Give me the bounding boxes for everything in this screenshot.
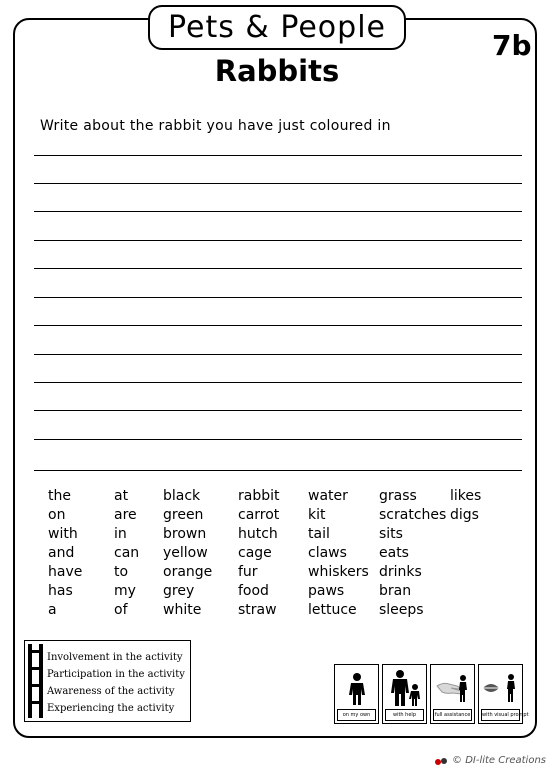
word: whiskers <box>308 564 369 580</box>
word: grass <box>379 488 417 504</box>
writing-line[interactable] <box>34 155 522 156</box>
writing-line[interactable] <box>34 325 522 326</box>
writing-line[interactable] <box>34 240 522 241</box>
writing-line[interactable] <box>34 410 522 411</box>
word: white <box>163 602 202 618</box>
series-title-text: Pets & People <box>167 10 386 45</box>
word: brown <box>163 526 207 542</box>
word: orange <box>163 564 213 580</box>
legend-item: Awareness of the activity <box>47 686 175 697</box>
word: bran <box>379 583 412 599</box>
word: rabbit <box>238 488 280 504</box>
word-bank-column <box>163 487 212 620</box>
card-caption: with help <box>385 709 424 721</box>
topic-title: Rabbits <box>214 54 340 88</box>
legend-item: Experiencing the activity <box>47 703 175 714</box>
word: scratches <box>379 507 447 523</box>
legend-item: Participation in the activity <box>47 669 185 680</box>
word: claws <box>308 545 347 561</box>
word: straw <box>238 602 277 618</box>
ladder-icon <box>28 644 43 718</box>
support-card-help[interactable] <box>382 664 427 724</box>
word: my <box>114 583 136 599</box>
word: likes <box>450 488 482 504</box>
card-caption: with visual prompt <box>481 709 520 721</box>
instruction-text: Write about the rabbit you have just coloured in <box>40 118 391 134</box>
word: digs <box>450 507 479 523</box>
support-card-own[interactable] <box>334 664 379 724</box>
support-card-assistance[interactable] <box>430 664 475 724</box>
writing-line[interactable] <box>34 354 522 355</box>
word: carrot <box>238 507 280 523</box>
legend-item: Involvement in the activity <box>47 652 183 663</box>
word: lettuce <box>308 602 357 618</box>
word: green <box>163 507 204 523</box>
activity-level-legend <box>24 640 191 722</box>
word: a <box>48 602 57 618</box>
word: sits <box>379 526 403 542</box>
word: in <box>114 526 127 542</box>
writing-line[interactable] <box>34 382 522 383</box>
word: drinks <box>379 564 422 580</box>
credit-text: © DI-lite Creations <box>452 755 546 766</box>
word: food <box>238 583 269 599</box>
writing-line[interactable] <box>34 211 522 212</box>
word: are <box>114 507 137 523</box>
word: fur <box>238 564 258 580</box>
word-bank-column <box>48 487 82 620</box>
word: kit <box>308 507 326 523</box>
support-card-prompt[interactable] <box>478 664 529 724</box>
series-title <box>148 5 406 50</box>
word-bank-column <box>379 487 446 620</box>
sheet-number: 7b <box>492 29 532 62</box>
writing-line[interactable] <box>34 470 522 471</box>
card-caption: full assistance <box>433 709 472 721</box>
word: eats <box>379 545 409 561</box>
word: the <box>48 488 71 504</box>
writing-line[interactable] <box>34 439 522 440</box>
card-caption: on my own <box>337 709 376 721</box>
credit <box>434 755 546 766</box>
word: has <box>48 583 73 599</box>
word: hutch <box>238 526 278 542</box>
word: on <box>48 507 66 523</box>
word: yellow <box>163 545 208 561</box>
writing-line[interactable] <box>34 297 522 298</box>
word: paws <box>308 583 345 599</box>
word: of <box>114 602 128 618</box>
word: have <box>48 564 83 580</box>
word: and <box>48 545 75 561</box>
hand-icon <box>433 668 473 708</box>
writing-line[interactable] <box>34 268 522 269</box>
word: with <box>48 526 78 542</box>
word: water <box>308 488 348 504</box>
word: sleeps <box>379 602 424 618</box>
adult-and-child-icon <box>385 668 425 708</box>
word: can <box>114 545 140 561</box>
word-bank-column <box>450 487 481 525</box>
word-bank-column <box>238 487 280 620</box>
word-bank-column <box>114 487 139 620</box>
word: grey <box>163 583 195 599</box>
word: cage <box>238 545 272 561</box>
person-icon <box>337 668 377 708</box>
writing-line[interactable] <box>34 183 522 184</box>
logo-icon <box>434 756 448 766</box>
word: black <box>163 488 201 504</box>
word-bank-column <box>308 487 369 620</box>
word: at <box>114 488 129 504</box>
word: to <box>114 564 129 580</box>
word: tail <box>308 526 330 542</box>
lips-icon <box>481 668 521 708</box>
